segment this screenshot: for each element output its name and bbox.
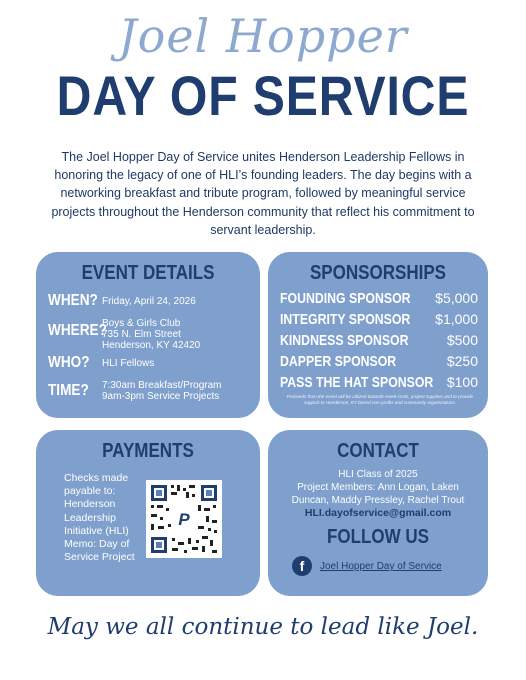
- payments-heading: PAYMENTS: [102, 440, 194, 462]
- payment-instructions: Checks made payable to: Henderson Leadership Initiative (HLI) Memo: Day of Service Project: [64, 472, 135, 564]
- who-label: WHO?: [48, 354, 90, 371]
- where-line-2: 735 N. Elm Street: [102, 329, 181, 340]
- sponsor-row: [280, 353, 480, 373]
- sponsor-amount: $5,000: [435, 290, 478, 306]
- payments-card: [36, 430, 260, 596]
- when-label: WHEN?: [48, 292, 98, 309]
- footer-tagline: May we all continue to lead like Joel.: [47, 614, 479, 640]
- sponsor-name: DAPPER SPONSOR: [280, 353, 397, 370]
- who-value: HLI Fellows: [102, 358, 155, 369]
- sponsorship-note: Proceeds from the event will be utilized towards event costs, project supplies and to provide support to Henderson, KY based non-profits and community organizations.: [286, 394, 474, 405]
- sponsor-name: INTEGRITY SPONSOR: [280, 311, 411, 328]
- sponsorships-card: [268, 252, 488, 418]
- sponsor-amount: $100: [446, 374, 478, 390]
- facebook-page-link[interactable]: Joel Hopper Day of Service: [320, 561, 442, 572]
- sponsor-amount: $1,000: [435, 311, 478, 327]
- where-label: WHERE?: [48, 322, 107, 339]
- sponsor-name: PASS THE HAT SPONSOR: [280, 374, 434, 391]
- contact-heading: CONTACT: [337, 440, 419, 462]
- time-line-1: 7:30am Breakfast/Program: [102, 380, 222, 391]
- contact-members-line-1: Project Members: Ann Logan, Laken: [297, 482, 459, 493]
- qr-code-icon[interactable]: [146, 480, 222, 558]
- sponsor-amount: $500: [446, 332, 478, 348]
- sponsorships-heading: SPONSORSHIPS: [309, 262, 447, 284]
- sponsor-row: [280, 332, 480, 352]
- sponsor-row: [280, 290, 480, 310]
- page-title: DAY OF SERVICE: [56, 64, 470, 127]
- facebook-icon[interactable]: f: [292, 556, 312, 576]
- sponsor-name: FOUNDING SPONSOR: [280, 290, 411, 307]
- time-line-2: 9am-3pm Service Projects: [102, 391, 220, 402]
- time-label: TIME?: [48, 382, 89, 399]
- follow-us-heading: FOLLOW US: [327, 526, 429, 548]
- where-line-3: Henderson, KY 42420: [102, 340, 201, 351]
- event-details-card: [36, 252, 260, 418]
- contact-members-line-2: Duncan, Maddy Pressley, Rachel Trout: [291, 495, 465, 506]
- sponsor-amount: $250: [446, 353, 478, 369]
- sponsor-row: [280, 311, 480, 331]
- where-line-1: Boys & Girls Club: [102, 318, 181, 329]
- qr-code-graphic: [146, 480, 222, 558]
- sponsor-name: KINDNESS SPONSOR: [280, 332, 409, 349]
- script-title: Joel Hopper: [118, 9, 408, 63]
- sponsor-row: [280, 374, 480, 394]
- event-details-heading: EVENT DETAILS: [81, 262, 215, 284]
- when-value: Friday, April 24, 2026: [102, 296, 196, 307]
- contact-class-line: HLI Class of 2025: [338, 469, 418, 480]
- contact-card: [268, 430, 488, 596]
- svg-text:P: P: [178, 510, 190, 529]
- contact-email-link[interactable]: HLI.dayofservice@gmail.com: [304, 507, 452, 519]
- intro-paragraph: The Joel Hopper Day of Service unites Henderson Leadership Fellows in honoring the legacy of one of HLI’s founding leaders. The day begins with a networking breakfast and tribute program, followed by meaningful service projects throughout the Henderson community that reflect his commitment to servant leadership.: [51, 150, 475, 237]
